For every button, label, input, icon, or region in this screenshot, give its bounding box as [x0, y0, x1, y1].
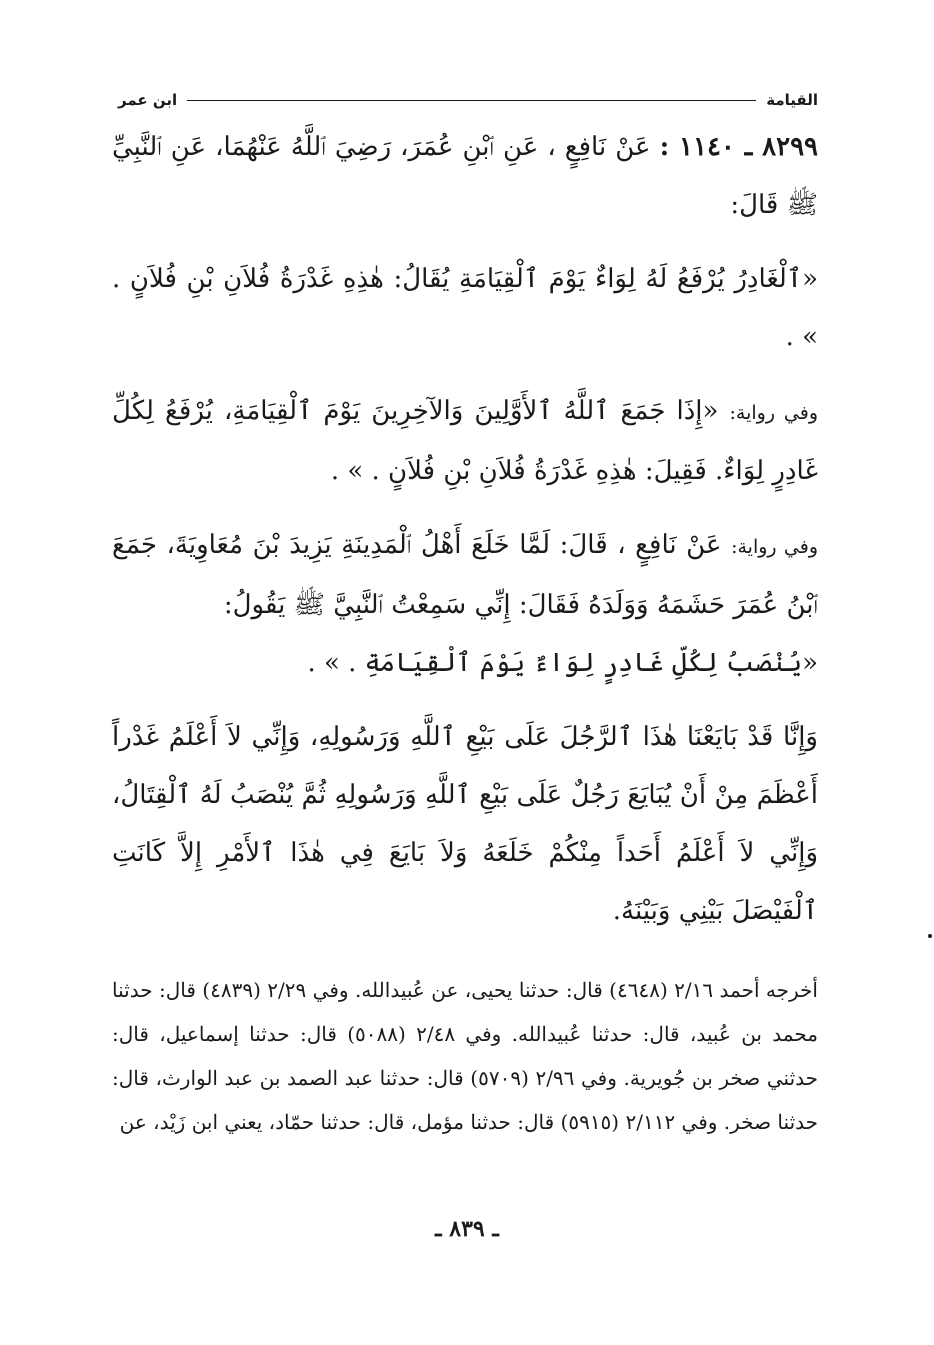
header-narrator: ابن عمر — [118, 91, 178, 109]
hadith-text: «ٱلْغَادِرُ يُرْفَعُ لَهُ لِوَاءٌ يَوْمَ ٱلْقِيَامَةِ يُقَالُ: هٰذِهِ غَدْرَةُ فُلاَنِ بْنِ فُلاَنٍ . » . — [112, 264, 818, 352]
riwaya-1 — [112, 382, 818, 500]
riwaya-2-continuation: وَإِنَّا قَدْ بَايَعْنَا هٰذَا ٱلرَّجُلَ عَلَى بَيْعِ ٱللَّهِ وَرَسُولِهِ، وَإِنِّي لاَ أَعْلَمُ غَدْراً أَعْظَمَ مِنْ أَنْ يُبَايَعَ رَجُلٌ عَلَى بَيْعِ ٱللَّهِ وَرَسُولِهِ ثُمَّ يُنْصَبُ لَهُ ٱلْقِتَالُ، وَإِنِّي لاَ أَعْلَمُ أَحَداً مِنْكُمْ خَلَعَهُ وَلاَ بَايَعَ فِي هٰذَا ٱلأَمْرِ إِلاَّ كَانَتِ ٱلْفَيْصَلَ بَيْنِي وَبَيْنَهُ. — [112, 722, 818, 926]
riwaya-1-label: وفي رواية: — [729, 402, 818, 424]
riwaya-2-label: وفي رواية: — [731, 536, 819, 558]
running-header — [118, 88, 818, 112]
header-chapter: القيامة — [766, 91, 818, 109]
page-number: ـ ٨٣٩ ـ — [435, 1216, 499, 1242]
hadith-number: ٨٢٩٩ ـ ١١٤٠ : — [659, 132, 819, 162]
riwaya-2-text: عَنْ نَافِعٍ ، قَالَ: لَمَّا خَلَعَ أَهْلُ ٱلْمَدِينَةِ يَزِيدَ بْنَ مُعَاوِيَةَ، جَمَعَ ٱبْنُ عُمَرَ حَشَمَهُ وَوَلَدَهُ فَقَالَ: إِنِّي سَمِعْتُ ٱلنَّبِيَّ ﷺ يَقُولُ: — [112, 530, 818, 620]
hadith-intro-text: عَنْ نَافِعٍ ، عَنِ ٱبْنِ عُمَرَ، رَضِيَ ٱللَّهُ عَنْهُمَا، عَنِ ٱلنَّبِيِّ ﷺ قَالَ: — [112, 132, 818, 220]
margin-dot — [928, 934, 932, 938]
riwaya-2-quote: «يُنْصَبُ لِكُلِّ غَادِرٍ لِوَاءٌ يَوْمَ ٱلْقِيَامَةِ . » . — [307, 648, 818, 678]
riwaya-1-text: «إِذَا جَمَعَ ٱللَّهُ ٱلأَوَّلِينَ وَالآخِرِينَ يَوْمَ ٱلْقِيَامَةِ، يُرْفَعُ لِكُلِّ غَادِرٍ لِوَاءٌ. فَقِيلَ: هٰذِهِ غَدْرَةُ فُلاَنِ بْنِ فُلاَنٍ . » . — [112, 396, 818, 486]
header-rule — [187, 100, 756, 101]
hadith-intro — [112, 118, 818, 234]
hadith-body — [112, 118, 818, 940]
riwaya-2 — [112, 516, 818, 634]
takhrij-reference: أخرجه أحمد ٢/١٦ (٤٦٤٨) قال: حدثنا يحيى، عن عُبيدالله. وفي ٢/٢٩ (٤٨٣٩) قال: حدثنا محمد بن عُبيد، قال: حدثنا عُبيدالله. وفي ٢/٤٨ (٥٠٨٨) قال: حدثنا إسماعيل، قال: حدثني صخر بن جُويرية. وفي ٢/٩٦ (٥٧٠٩) قال: حدثنا عبد الصمد بن عبد الوارث، قال: حدثنا صخر. وفي ٢/١١٢ (٥٩١٥) قال: حدثنا مؤمل، قال: حدثنا حمّاد، يعني ابن زَيْد، عن — [112, 978, 818, 1134]
